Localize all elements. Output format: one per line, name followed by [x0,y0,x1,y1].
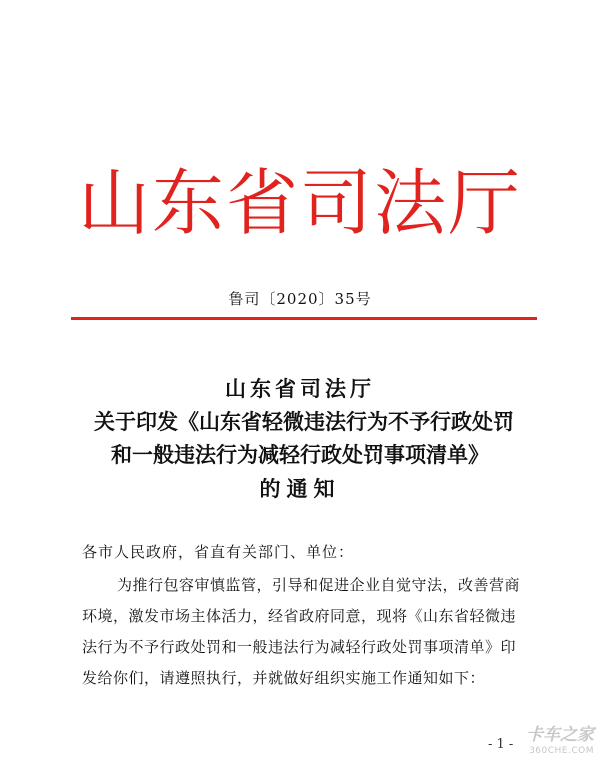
salutation: 各市人民政府，省直有关部门、单位： [82,543,355,561]
notice-title-line-3: 和一般违法行为减轻行政处罚事项清单》 [111,443,489,467]
body-text-line-4: 发给你们，请遵照执行，并就做好组织实施工作通知如下： [82,669,486,687]
issuing-authority-masthead: 山东省司法厅 [77,161,522,245]
body-text-line-2: 环境，激发市场主体活力，经省政府同意，现将《山东省轻微违 [82,607,517,625]
body-text-line-3: 法行为不予行政处罚和一般违法行为减轻行政处罚事项清单》印 [82,638,517,656]
page-number: - 1 - [488,737,514,752]
document-number: 鲁司〔2020〕35号 [228,290,372,308]
site-watermark-logo [510,725,594,765]
notice-title-line-2: 关于印发《山东省轻微违法行为不予行政处罚 [94,410,514,434]
watermark-domain: 360CHE.COM [529,746,594,756]
red-divider-line [71,317,537,320]
notice-title-line-1: 山东省司法厅 [225,377,375,401]
notice-title-line-4: 的通知 [259,477,341,501]
watermark-text: 卡车之家 [526,725,594,745]
body-text-line-1: 为推行包容审慎监管，引导和促进企业自觉守法，改善营商 [117,576,521,594]
